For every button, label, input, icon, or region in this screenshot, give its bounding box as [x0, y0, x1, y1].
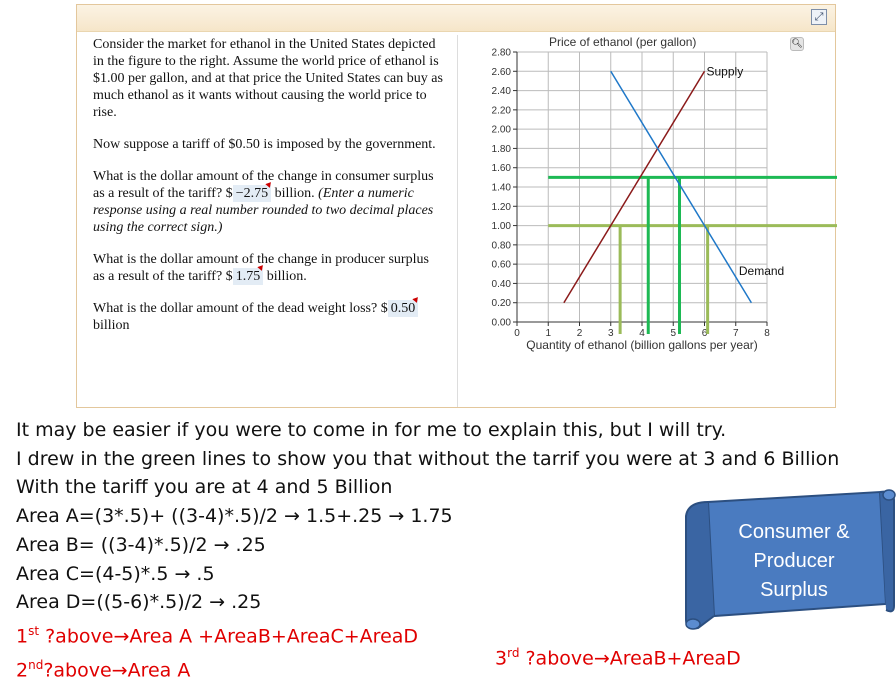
note-line: I drew in the green lines to show you that without the tarrif you were at 3 and 6 Billion — [16, 447, 840, 470]
question-3: What is the dollar amount of the dead weight loss? $ 0.50 billion — [93, 300, 443, 334]
question-intro: Consider the market for ethanol in the United States depicted in the figure to the right. Assume the world price of ethanol is $1.00 per gallon, and at that price the United States can buy as much ethanol as it wants without causing the world price to rise. — [93, 37, 443, 120]
y-tick-label: 1.60 — [491, 163, 511, 175]
supply-label: Supply — [706, 64, 744, 79]
y-tick-label: 0.40 — [491, 278, 511, 290]
ethanol-market-chart — [470, 30, 896, 370]
note-line: It may be easier if you were to come in for me to explain this, but I will try. — [16, 419, 727, 441]
y-tick-label: 0.00 — [491, 317, 511, 329]
answer-2-note: 2nd?above→Area A — [16, 657, 191, 682]
x-tick-label: 3 — [607, 328, 614, 339]
y-tick-label: 0.60 — [491, 259, 511, 271]
y-tick-label: 2.00 — [491, 124, 511, 136]
demand-label: Demand — [738, 263, 785, 278]
answer-3-note: 3rd ?above→AreaB+AreaD — [495, 646, 741, 670]
y-tick-label: 1.00 — [491, 221, 511, 233]
x-tick-label: 6 — [701, 328, 708, 339]
answer-field-producer-surplus[interactable]: 1.75 — [233, 268, 264, 285]
answer-hint: (Enter a numeric response using a real number rounded to two decimal places using the correct sign.) — [93, 186, 434, 235]
x-tick-label: 4 — [639, 328, 645, 339]
expand-icon[interactable]: ⤢ — [811, 9, 827, 25]
x-tick-label: 8 — [764, 328, 770, 339]
question-tariff: Now suppose a tariff of $0.50 is imposed by the government. — [93, 137, 436, 152]
area-b-calc: Area B= ((3-4)*.5)/2 → .25 — [16, 533, 266, 556]
question-1: What is the dollar amount of the change in consumer surplus as a result of the tariff? $ −2.75 billion. (Enter a numeric response using a real number rounded to two decimal places using the correct sign.) — [93, 169, 434, 235]
x-axis-label: Quantity of ethanol (billion gallons per year) — [526, 338, 758, 352]
panel-divider — [457, 35, 458, 407]
y-tick-label: 0.20 — [491, 298, 511, 310]
area-c-calc: Area C=(4-5)*.5 → .5 — [16, 562, 215, 585]
answer-field-deadweight-loss[interactable]: 0.50 — [388, 300, 419, 317]
y-axis-label: Price of ethanol (per gallon) — [549, 35, 697, 49]
y-tick-label: 2.40 — [491, 86, 511, 98]
x-tick-label: 0 — [514, 328, 520, 339]
question-2: What is the dollar amount of the change in producer surplus as a result of the tariff? $ 1.75 billion. — [93, 252, 429, 284]
x-tick-label: 1 — [545, 328, 552, 339]
answer-1-note: 1st ?above→Area A +AreaB+AreaC+AreaD — [16, 623, 419, 648]
area-a-calc: Area A=(3*.5)+ ((3-4)*.5)/2 → 1.5+.25 → 1.75 — [16, 505, 453, 528]
note-line: With the tariff you are at 4 and 5 Billion — [16, 476, 393, 499]
area-d-calc: Area D=((5-6)*.5)/2 → .25 — [16, 591, 262, 614]
y-tick-label: 0.80 — [491, 240, 511, 252]
panel-header — [77, 5, 835, 32]
question-text — [93, 36, 443, 349]
magnifier-icon[interactable]: 🔍︎ — [791, 39, 803, 49]
y-tick-label: 2.80 — [491, 47, 511, 59]
x-tick-label: 2 — [576, 328, 583, 339]
y-tick-label: 1.80 — [491, 143, 511, 155]
answer-field-consumer-surplus[interactable]: −2.75 — [233, 185, 271, 202]
y-tick-label: 2.20 — [491, 105, 511, 117]
scroll-title: Consumer & Producer Surplus — [738, 521, 850, 601]
y-tick-label: 1.40 — [491, 182, 511, 194]
y-tick-label: 1.20 — [491, 201, 511, 213]
x-tick-label: 5 — [670, 328, 677, 339]
x-tick-label: 7 — [732, 328, 739, 339]
y-tick-label: 2.60 — [491, 66, 511, 78]
